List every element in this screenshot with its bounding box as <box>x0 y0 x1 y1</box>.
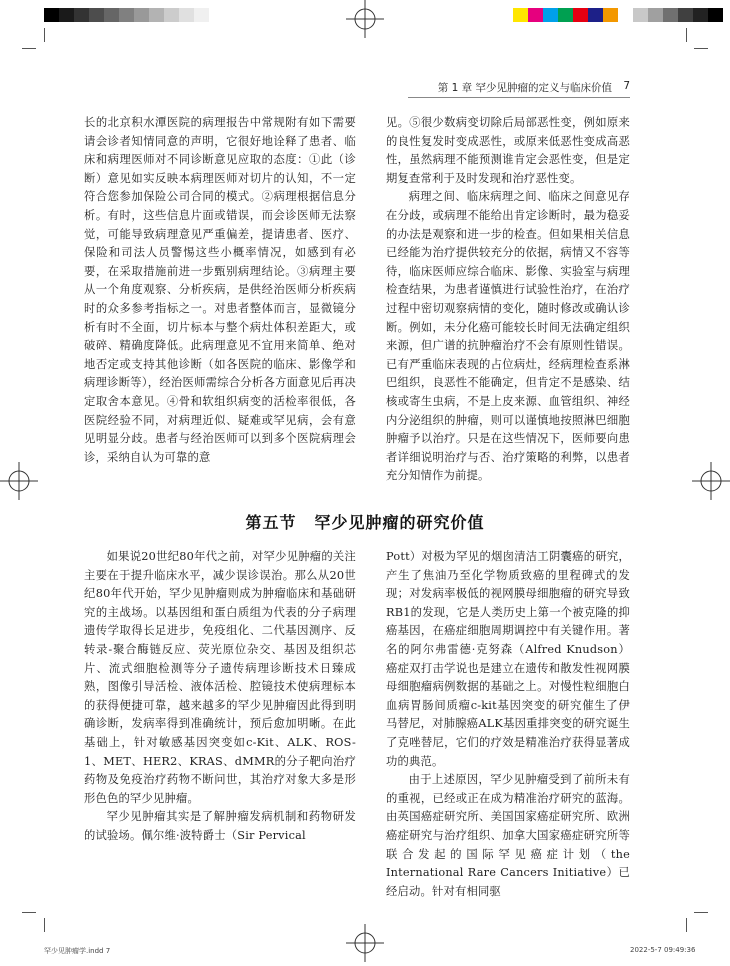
paragraph: 罕少见肿瘤其实是了解肿瘤发病机制和药物研发的试验场。佩尔维·波特爵士（Sir Pervical <box>84 810 356 842</box>
color-patch <box>89 8 104 22</box>
color-patch <box>693 8 708 22</box>
paragraph: Pott）对极为罕见的烟囱清洁工阴囊癌的研究，产生了焦油乃至化学物质致癌的里程碑式的发现；对发病率极低的视网膜母细胞瘤的研究导致RB1的发现，它是人类历史上第一个被克隆的抑癌基因，在癌症细胞周期调控中有关键作用。著名的阿尔弗雷德·克努森（Alfred Knudson）癌症双打击学说也是建立在遗传和散发性视网膜母细胞瘤病例数据的基础之上。对慢性粒细胞白血病胃肠间质瘤c-kit基因突变的研究催生了伊马替尼，对肺腺癌ALK基因重排突变的研究诞生了克唑替尼，它们的疗效是精准治疗获得显著成功的典范。 <box>386 550 630 768</box>
color-patch <box>194 8 209 22</box>
print-gray-bar <box>44 8 224 22</box>
color-patch <box>74 8 89 22</box>
timestamp-slug: 2022-5-7 09:49:36 <box>630 946 696 954</box>
color-patch <box>179 8 194 22</box>
chapter-title: 第 1 章 罕少见肿瘤的定义与临床价值 <box>437 82 612 94</box>
color-patch <box>119 8 134 22</box>
paragraph: 如果说20世纪80年代之前，对罕少见肿瘤的关注主要在于提升临床水平，减少误诊误治。那么从20世纪80年代开始，罕少见肿瘤则成为肿瘤临床和基础研究的主战场。以基因组和蛋白质组为代表的分子病理遗传学取得长足进步，免疫组化、二代基因测序、反转录-聚合酶链反应、荧光原位杂交、基因及组织芯片、流式细胞检测等分子遗传病理诊断技术日臻成熟，图像引导活检、液体活检、腔镜技术使病理标本的获得便捷可靠，越来越多的罕少见肿瘤因此得到明确诊断，发病率得到准确统计，预后愈加明晰。在此基础上，针对敏感基因突变如c-Kit、ALK、ROS-1、MET、HER2、KRAS、dMMR的分子靶向治疗药物及免疫治疗药物不断问世，其治疗对象大多是形形色色的罕少见肿瘤。 <box>84 550 356 805</box>
running-header <box>390 80 630 96</box>
registration-mark-icon <box>346 0 384 38</box>
section-heading <box>0 510 730 533</box>
color-patch <box>603 8 618 22</box>
color-patch <box>708 8 723 22</box>
color-patch <box>104 8 119 22</box>
crop-mark <box>694 48 708 49</box>
color-patch <box>513 8 528 22</box>
color-patch <box>543 8 558 22</box>
color-patch <box>648 8 663 22</box>
column-bottom-left <box>84 548 356 846</box>
file-slug: 罕少见肿瘤学.indd 7 <box>44 947 111 955</box>
crop-mark <box>686 918 687 932</box>
section-title: 罕少见肿瘤的研究价值 <box>314 513 485 532</box>
color-patch <box>44 8 59 22</box>
color-patch <box>134 8 149 22</box>
crop-mark <box>22 912 36 913</box>
crop-mark <box>22 48 36 49</box>
paragraph: 见。⑤很少数病变切除后局部恶性变，例如原来的良性复发时变成恶性，或原来低恶性变成高恶性，虽然病理不能预测谁肯定会恶性变，但是定期复查常利于及时发现和治疗恶性变。 <box>386 116 630 185</box>
paragraph: 病理之间、临床病理之间、临床之间意见存在分歧，或病理不能给出肯定诊断时，最为稳妥的办法是观察和进一步的检查。但如果相关信息已经能为治疗提供较充分的依据，病情又不容等待，临床医师应综合临床、影像、实验室与病理检查结果，为患者谨慎进行试验性治疗，在治疗过程中密切观察病情的变化，随时修改或确认诊断。例如，未分化癌可能较长时间无法确定组织来源，但广谱的抗肿瘤治疗不会有原则性错误。已有严重临床表现的占位病灶，经病理检查系淋巴组织，良恶性不能确定，但肯定不是感染、结核或寄生虫病，不是上皮来源、血管组织、神经内分泌组织的肿瘤，则可以谨慎地按照淋巴细胞肿瘤予以治疗。只是在这些情况下，医师要向患者详细说明治疗与否、治疗策略的利弊，以患者充分知情作为前提。 <box>386 190 630 483</box>
color-patch <box>558 8 573 22</box>
paragraph: 长的北京积水潭医院的病理报告中常规附有如下需要请会诊者知情同意的声明，它很好地诠释了患者、临床和病理医师对不同诊断意见应取的态度：①此（诊断）意见如实反映本病理医师对切片的认知，不一定符合您参加保险公司合同的模式。②病理根据信息分析。有时，这些信息片面或错误，而会诊医师无法察觉，可能导致病理意见严重偏差，提请患者、医疗、保险和司法人员警惕这些小概率情况，如感到有必要，在采取措施前进一步甄别病理结论。③病理主要从一个角度观察、分析疾病，是供经治医师分析疾病时的众多参考指标之一。对患者整体而言，显微镜分析有时不全面，切片标本与整个病灶体积差距大，或破碎、精确度降低。此病理意见不宜用来简单、绝对地否定或支持其他诊断（如各医院的临床、影像学和病理诊断等），经治医师需综合分析各方面意见后再决定取舍本意见。④骨和软组织病变的活检率很低，各医院经验不同，对病理近似、疑难或罕见病，会有意见明显分歧。患者与经治医师可以到多个医院病理会诊，采纳自认为可靠的意 <box>84 116 356 464</box>
color-patch <box>528 8 543 22</box>
crop-mark <box>44 918 45 932</box>
color-patch <box>633 8 648 22</box>
color-patch <box>678 8 693 22</box>
color-patch <box>149 8 164 22</box>
print-color-bar <box>513 8 723 22</box>
header-rule <box>408 97 630 98</box>
column-top-right <box>386 114 630 486</box>
column-top-left <box>84 114 356 467</box>
color-patch <box>618 8 633 22</box>
column-bottom-right <box>386 548 630 901</box>
crop-mark <box>686 28 687 42</box>
color-patch <box>663 8 678 22</box>
crop-mark <box>694 912 708 913</box>
color-patch <box>573 8 588 22</box>
color-patch <box>59 8 74 22</box>
section-number: 第五节 <box>245 513 297 532</box>
paragraph: 由于上述原因，罕少见肿瘤受到了前所未有的重视，已经或正在成为精准治疗研究的蓝海。由英国癌症研究所、美国国家癌症研究所、欧洲癌症研究与治疗组织、加拿大国家癌症研究所等联合发起的国际罕见癌症计划（the International Rare Cancers Initiative）已经启动。针对有相同驱 <box>386 773 630 898</box>
color-patch <box>209 8 224 22</box>
crop-mark <box>44 28 45 42</box>
page-number: 7 <box>623 80 630 92</box>
color-patch <box>164 8 179 22</box>
registration-mark-icon <box>346 924 384 962</box>
registration-mark-icon <box>0 462 38 500</box>
registration-mark-icon <box>692 462 730 500</box>
color-patch <box>588 8 603 22</box>
